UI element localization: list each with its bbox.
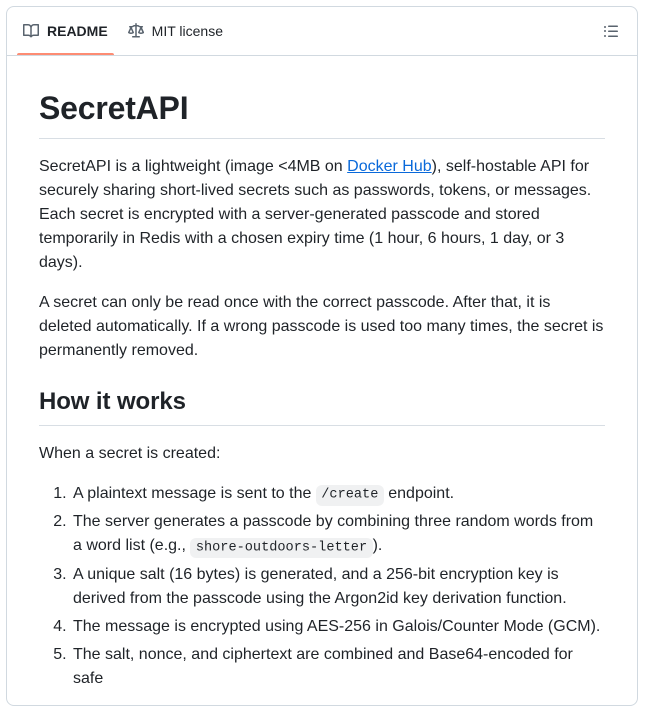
list-item-text: The salt, nonce, and ciphertext are combined and Base64-encoded for safe: [73, 645, 573, 687]
docker-hub-link[interactable]: Docker Hub: [347, 158, 432, 175]
list-item: [71, 615, 605, 639]
book-icon: [23, 23, 39, 39]
list-item-text: endpoint.: [383, 485, 455, 502]
section-heading-how-it-works: How it works: [39, 387, 605, 426]
list-unordered-icon[interactable]: [597, 17, 625, 45]
intro-paragraph-1: [39, 155, 605, 275]
inline-code: /create: [316, 485, 384, 505]
list-item: [71, 563, 605, 611]
tab-mit-license-label: MIT license: [151, 23, 223, 39]
list-item-text: A plaintext message is sent to the: [73, 485, 316, 502]
readme-content: [7, 56, 637, 706]
tablist: [13, 7, 233, 55]
list-item: [71, 643, 605, 691]
page-title: SecretAPI: [39, 88, 605, 139]
list-item: [71, 482, 605, 506]
law-scale-icon: [128, 23, 144, 39]
how-it-works-steps: [39, 482, 605, 691]
paragraph-1-before-link: SecretAPI is a lightweight (image <4MB on: [39, 158, 348, 175]
steps-intro: When a secret is created:: [39, 445, 221, 462]
tab-mit-license[interactable]: [118, 7, 233, 55]
tab-readme-label: README: [47, 23, 108, 39]
paragraph-1-after-link: ), self-hostable API for securely sharing short-lived secrets such as passwords, tokens, or messages. Each secret is encrypted with a server-generated passcode and stored temporarily in Redis with a chosen expiry time (1 hour, 6 hours, 1 day, or 3 days).: [39, 158, 592, 271]
readme-panel: [6, 6, 638, 706]
list-item-text: The server generates a passcode by combining three random words from a word list (e.g.,: [73, 513, 594, 555]
list-item-text: ).: [372, 537, 383, 555]
list-item-text: The message is encrypted using AES-256 in Galois/Counter Mode (GCM).: [73, 617, 601, 635]
inline-code: shore-outdoors-letter: [190, 538, 372, 558]
tabbar-actions: [597, 17, 625, 45]
tab-readme[interactable]: [13, 7, 118, 55]
list-item: [71, 510, 605, 558]
intro-paragraph-2: A secret can only be read once with the correct passcode. After that, it is deleted automatically. If a wrong passcode is used too many times, the secret is permanently removed.: [39, 294, 604, 359]
readme-tabbar: [7, 7, 637, 56]
list-item-text: A unique salt (16 bytes) is generated, and a 256-bit encryption key is derived from the passcode using the Argon2id key derivation function.: [73, 565, 567, 607]
